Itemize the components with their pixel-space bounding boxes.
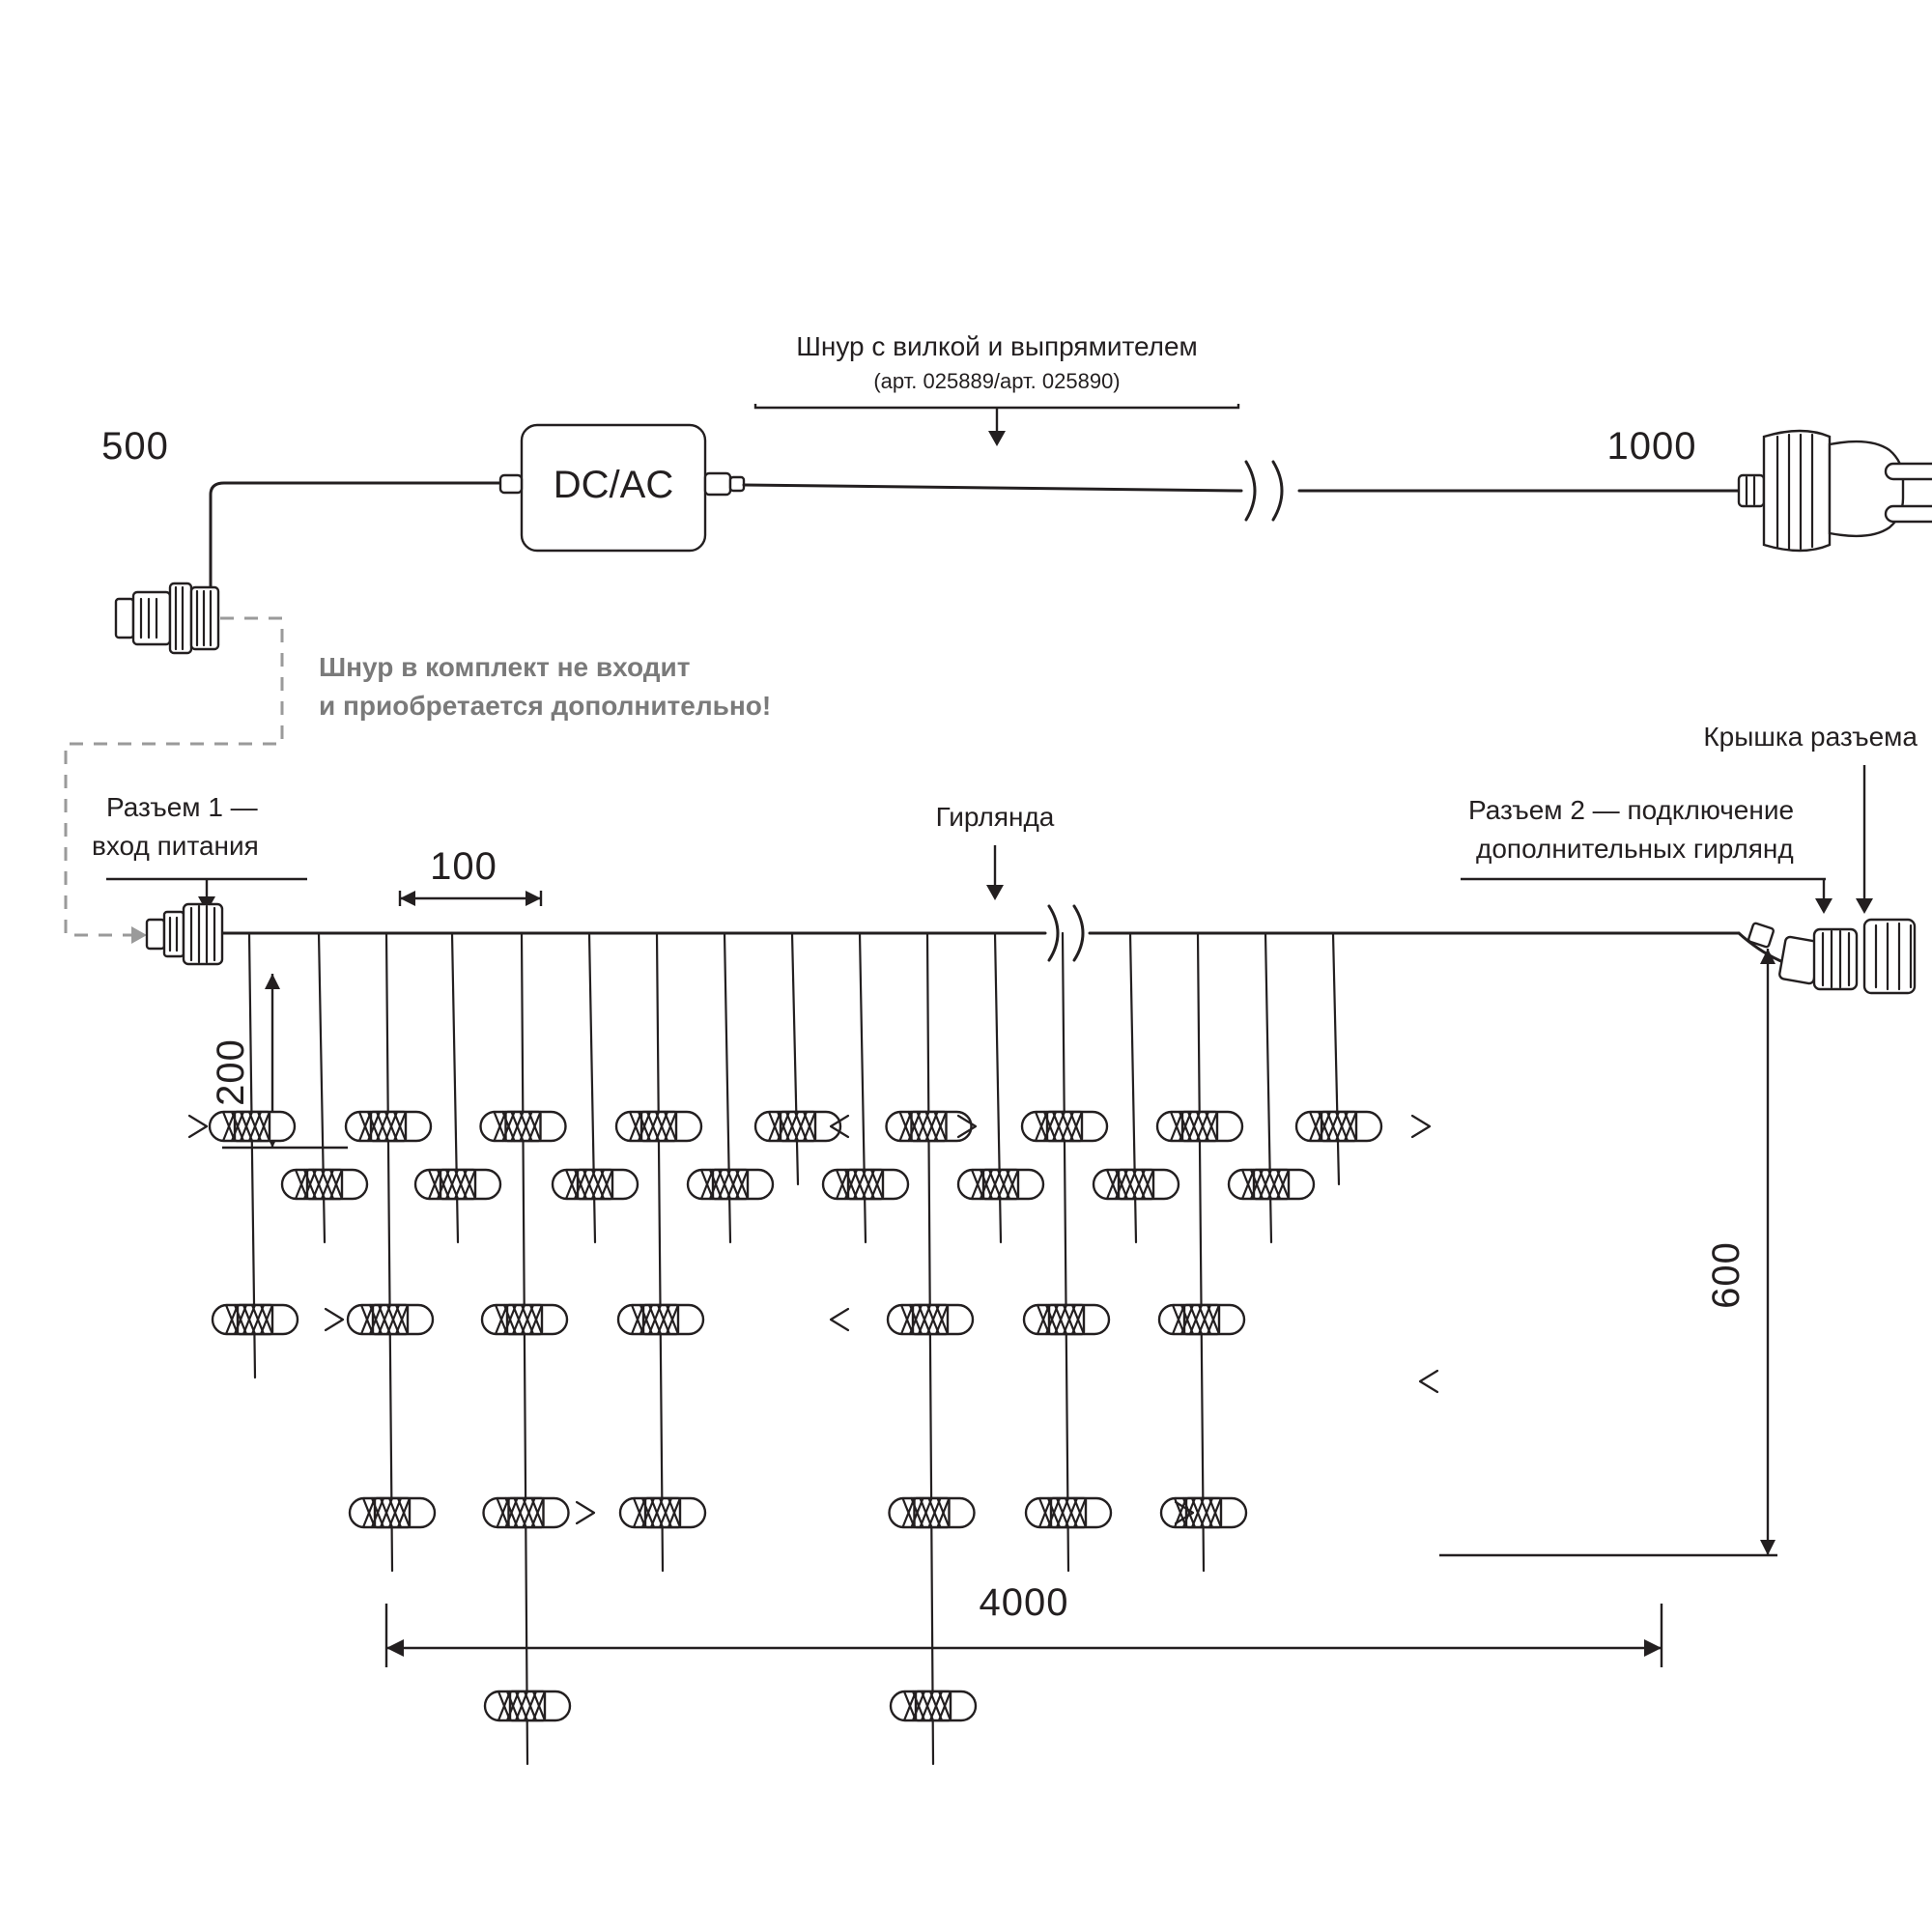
led-bulb <box>1296 1112 1381 1141</box>
led-bulb <box>210 1112 295 1141</box>
icicle-strand <box>282 933 367 1242</box>
flow-arrow <box>189 1116 207 1137</box>
led-bulb <box>1157 1112 1242 1141</box>
icicle-strand <box>958 933 1043 1242</box>
connector2-line1: Разъем 2 — подключение <box>1468 795 1795 825</box>
flow-arrow <box>326 1309 343 1330</box>
cord-label-arrow <box>988 431 1006 446</box>
garland-main-wire <box>218 906 1739 960</box>
led-bulb <box>1026 1498 1111 1527</box>
strand-wire <box>1063 933 1068 1571</box>
strand-wire <box>1333 933 1339 1184</box>
dim-short-drop: 200 <box>210 1038 252 1106</box>
led-bulb <box>1159 1305 1244 1334</box>
note-line2: и приобретается дополнительно! <box>319 691 772 721</box>
icicle-strand <box>1296 933 1381 1184</box>
led-bulb <box>485 1691 570 1720</box>
led-bulb <box>755 1112 840 1141</box>
led-bulb <box>415 1170 500 1199</box>
connector2-label-group <box>1461 795 1833 914</box>
led-bulb <box>888 1305 973 1334</box>
led-bulb <box>823 1170 908 1199</box>
left-cord-connector <box>116 583 218 653</box>
cap-label: Крышка разъема <box>1703 722 1918 752</box>
icicle-strands <box>189 933 1437 1764</box>
strand-wire <box>927 933 933 1764</box>
input-connector <box>147 904 222 964</box>
connector1-line2: вход питания <box>92 831 259 861</box>
dim-spacing: 100 <box>430 845 497 888</box>
dim-total: 4000 <box>979 1581 1069 1624</box>
led-bulb <box>620 1498 705 1527</box>
converter-label: DC/AC <box>553 464 674 506</box>
garland-arrow <box>986 885 1004 900</box>
led-bulb <box>618 1305 703 1334</box>
icicle-strand <box>616 933 705 1571</box>
dim-total-group <box>386 1581 1662 1667</box>
flow-arrow <box>1420 1371 1437 1392</box>
cord-label-line1: Шнур с вилкой и выпрямителем <box>796 331 1198 361</box>
led-bulb <box>1022 1112 1107 1141</box>
led-bulb <box>958 1170 1043 1199</box>
dim-left-cord: 500 <box>101 425 169 468</box>
strand-wire <box>522 933 527 1764</box>
led-bulb <box>482 1305 567 1334</box>
output-connector <box>1739 923 1857 989</box>
led-bulb <box>1229 1170 1314 1199</box>
icicle-strand <box>887 933 977 1764</box>
cord-label-line2: (арт. 025889/арт. 025890) <box>873 369 1121 393</box>
converter-box <box>500 425 744 551</box>
led-bulb <box>890 1498 975 1527</box>
icicle-strand <box>481 933 571 1764</box>
callout-arrow <box>131 926 147 944</box>
connector2-line2: дополнительных гирлянд <box>1476 834 1794 864</box>
led-bulb <box>1161 1498 1246 1527</box>
dim-spacing-group <box>400 845 541 906</box>
led-bulb <box>1094 1170 1179 1199</box>
cord-label-group <box>755 331 1238 446</box>
led-bulb <box>348 1305 433 1334</box>
led-bulb <box>688 1170 773 1199</box>
garland-label: Гирлянда <box>935 802 1055 832</box>
led-bulb <box>282 1170 367 1199</box>
garland-label-group <box>936 802 1055 900</box>
icicle-strand <box>1022 933 1111 1571</box>
icicle-strand <box>1229 933 1314 1242</box>
not-included-callout <box>66 618 771 944</box>
strand-wire <box>386 933 392 1571</box>
led-bulb <box>616 1112 701 1141</box>
flow-arrow <box>831 1309 848 1330</box>
flow-arrow <box>577 1502 594 1523</box>
icicle-strand <box>688 933 773 1242</box>
connector-cap <box>1864 920 1915 993</box>
icicle-strand <box>1157 933 1246 1571</box>
icicle-strand <box>346 933 435 1571</box>
led-bulb <box>481 1112 566 1141</box>
led-bulb <box>350 1498 435 1527</box>
strand-wire <box>792 933 798 1184</box>
connector1-line1: Разъем 1 — <box>106 792 258 822</box>
left-cord-wire <box>211 483 500 618</box>
strand-wire <box>657 933 663 1571</box>
flow-arrow <box>1412 1116 1430 1137</box>
icicle-strand <box>553 933 638 1242</box>
dim-long-drop-group <box>1439 949 1777 1555</box>
led-bulb <box>213 1305 298 1334</box>
dim-mains-cord: 1000 <box>1606 425 1697 468</box>
led-bulb <box>484 1498 569 1527</box>
led-bulb <box>346 1112 431 1141</box>
dim-long-drop: 600 <box>1705 1241 1747 1309</box>
connector1-label-group <box>92 792 307 912</box>
mains-plug <box>1739 431 1932 551</box>
icicle-strand <box>210 933 298 1378</box>
led-bulb <box>553 1170 638 1199</box>
mains-cord-wire <box>744 462 1739 520</box>
icicle-strand <box>755 933 840 1184</box>
led-bulb <box>891 1691 976 1720</box>
connector2-arrow <box>1815 898 1833 914</box>
note-line1: Шнур в комплект не входит <box>319 652 691 682</box>
led-bulb <box>1024 1305 1109 1334</box>
icicle-strand <box>1094 933 1179 1242</box>
cap-arrow <box>1856 898 1873 914</box>
strand-wire <box>1198 933 1204 1571</box>
icicle-strand <box>415 933 500 1242</box>
icicle-strand <box>823 933 908 1242</box>
